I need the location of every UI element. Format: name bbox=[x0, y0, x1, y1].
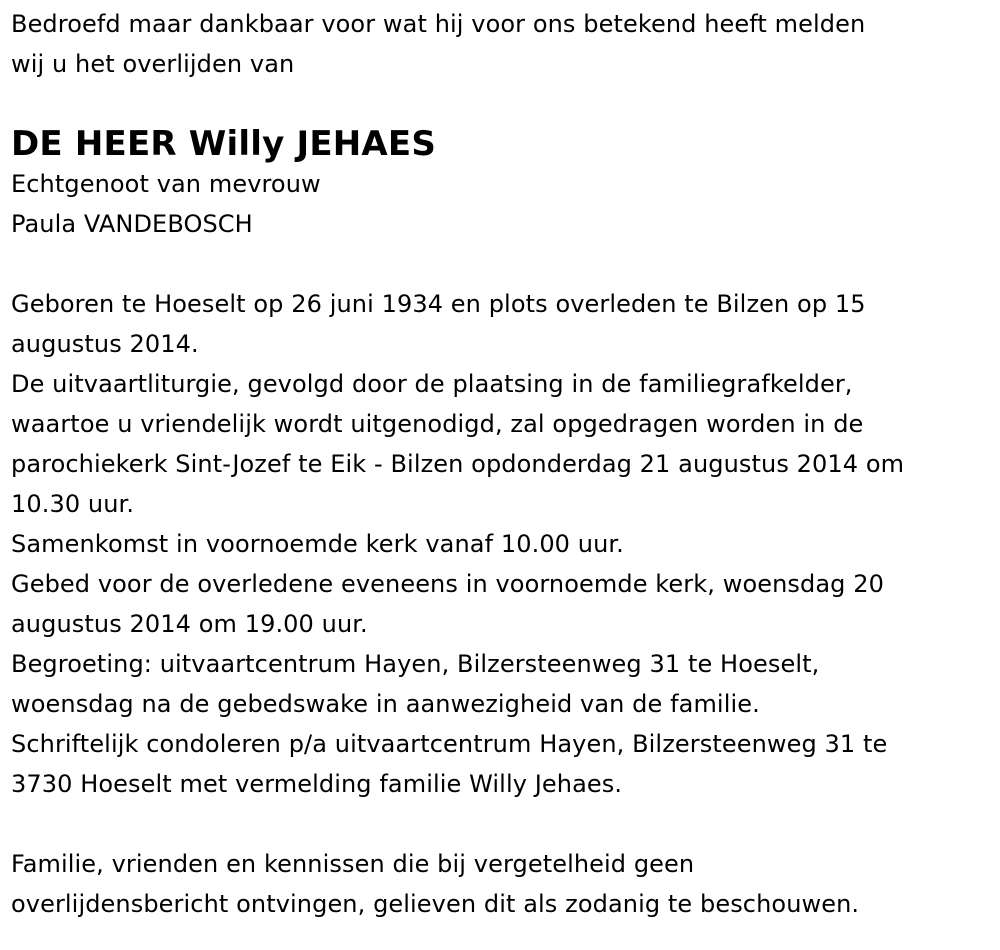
closing-line: overlijdensbericht ontvingen, gelieven dit als zodanig te beschouwen. bbox=[11, 890, 860, 918]
spacer bbox=[11, 244, 990, 284]
details-line: augustus 2014 om 19.00 uur. bbox=[11, 610, 368, 638]
spouse-line: Paula VANDEBOSCH bbox=[11, 210, 253, 238]
details-line: augustus 2014. bbox=[11, 330, 199, 358]
details-line: Schriftelijk condoleren p/a uitvaartcentrum Hayen, Bilzersteenweg 31 te bbox=[11, 730, 888, 758]
details-line: Gebed voor de overledene eveneens in voornoemde kerk, woensdag 20 bbox=[11, 570, 884, 598]
details-line: parochiekerk Sint-Jozef te Eik - Bilzen opdonderdag 21 augustus 2014 om bbox=[11, 450, 905, 478]
deceased-name: DE HEER Willy JEHAES bbox=[11, 124, 437, 164]
details-line: waartoe u vriendelijk wordt uitgenodigd, zal opgedragen worden in de bbox=[11, 410, 864, 438]
intro-line: Bedroefd maar dankbaar voor wat hij voor ons betekend heeft melden bbox=[11, 10, 866, 38]
spouse-line: Echtgenoot van mevrouw bbox=[11, 170, 321, 198]
details-line: 3730 Hoeselt met vermelding familie Willy Jehaes. bbox=[11, 770, 623, 798]
details-paragraph bbox=[11, 284, 990, 804]
intro-paragraph bbox=[11, 4, 990, 84]
closing-line: Familie, vrienden en kennissen die bij vergetelheid geen bbox=[11, 850, 695, 878]
details-line: woensdag na de gebedswake in aanwezigheid van de familie. bbox=[11, 690, 760, 718]
closing-paragraph bbox=[11, 844, 990, 924]
details-line: Begroeting: uitvaartcentrum Hayen, Bilzersteenweg 31 te Hoeselt, bbox=[11, 650, 820, 678]
details-line: Samenkomst in voornoemde kerk vanaf 10.00 uur. bbox=[11, 530, 624, 558]
spouse-block bbox=[11, 164, 990, 244]
spacer bbox=[11, 804, 990, 844]
details-line: De uitvaartliturgie, gevolgd door de plaatsing in de familiegrafkelder, bbox=[11, 370, 853, 398]
details-line: 10.30 uur. bbox=[11, 490, 135, 518]
intro-line: wij u het overlijden van bbox=[11, 50, 295, 78]
details-line: Geboren te Hoeselt op 26 juni 1934 en plots overleden te Bilzen op 15 bbox=[11, 290, 866, 318]
